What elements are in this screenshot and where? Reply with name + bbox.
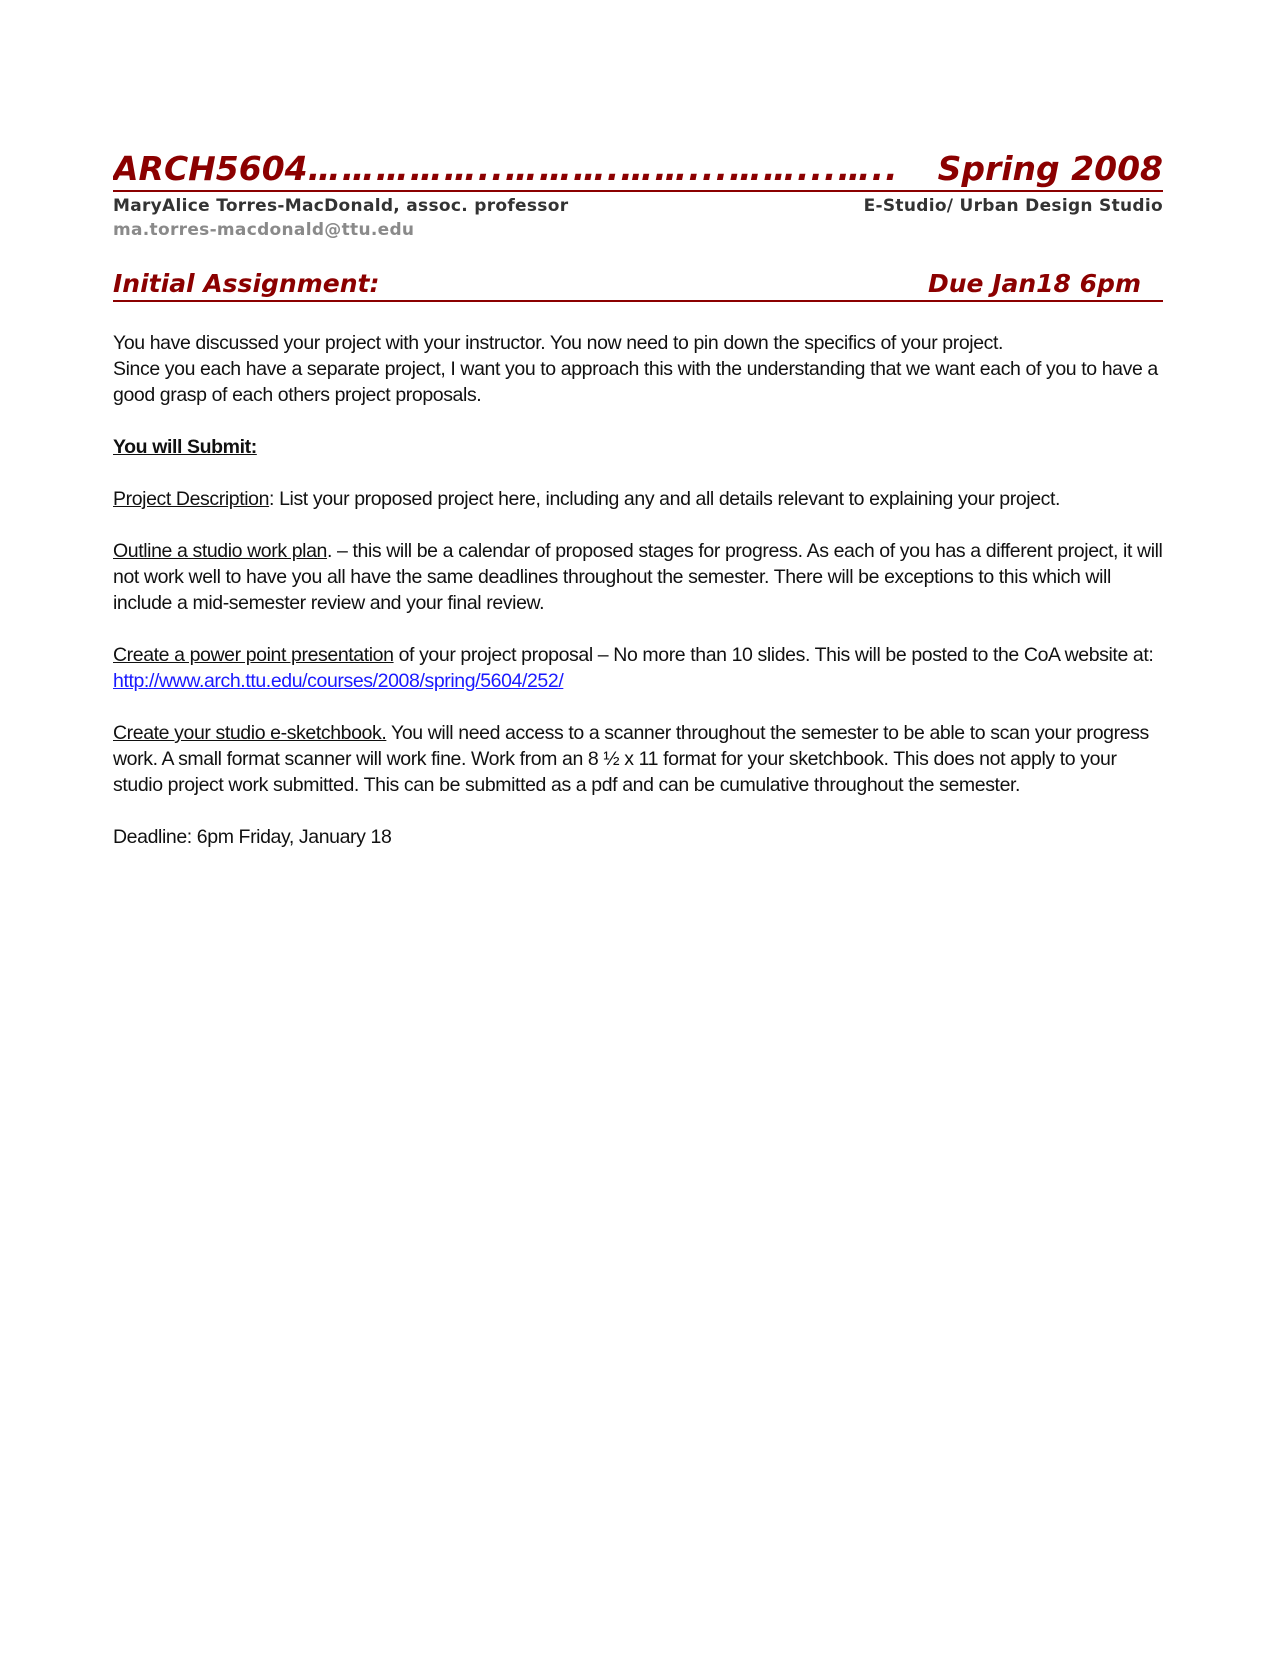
deadline: Deadline: 6pm Friday, January 18 [113,826,392,848]
document-page [113,148,1163,876]
item-work-plan-text: . – this will be a calendar of proposed stages for progress. As each of you has a different project, it will not work well to have you all have the same deadlines throughout the semester. There will be exceptions to this which will include a mid-semester review and your final review. [113,540,1163,614]
item-work-plan [113,538,1163,616]
item-presentation-label: Create a power point presentation [113,644,394,666]
instructor-name: MaryAlice Torres-MacDonald, assoc. professor [113,196,569,216]
assignment-due: Due Jan18 6pm [927,269,1141,298]
intro-paragraph [113,330,1163,408]
item-sketchbook [113,720,1163,798]
assignment-title: Initial Assignment: [113,269,380,298]
course-title [113,148,938,190]
course-code: ARCH5604 [113,149,308,188]
assignment-body [113,330,1163,850]
item-sketchbook-label: Create your studio e-sketchbook. [113,722,387,744]
item-sketchbook-text: You will need access to a scanner throughout the semester to be able to scan your progress work. A small format scanner will work fine. Work from an 8 ½ x 11 format for your sketchbook. This does not apply to your studio project work submitted. This can be submitted as a pdf and can be cumulative throughout the semester. [113,722,1149,796]
title-leader-dots: ……………..……….……...……...….. [307,149,899,188]
instructor-email: ma.torres-macdonald@ttu.edu [113,220,415,240]
item-presentation [113,642,1163,694]
coa-website-link[interactable]: http://www.arch.ttu.edu/courses/2008/spring/5604/252/ [113,670,564,692]
item-project-description-label: Project Description [113,488,270,510]
intro-line-2: Since you each have a separate project, I want you to approach this with the understanding that we want each of you to have a good grasp of each others project proposals. [113,358,1158,406]
course-title-row [113,148,1163,192]
course-term: Spring 2008 [937,149,1163,188]
submit-heading-text: You will Submit: [113,436,257,458]
item-project-description [113,486,1163,512]
assignment-heading-row [113,266,1163,302]
submit-heading [113,434,1163,460]
item-work-plan-label: Outline a studio work plan [113,540,327,562]
intro-line-1: You have discussed your project with your instructor. You now need to pin down the specifics of your project. [113,332,1004,354]
item-project-description-text: : List your proposed project here, including any and all details relevant to explaining your project. [269,488,1061,510]
instructor-row [113,196,1163,216]
studio-name: E-Studio/ Urban Design Studio [863,196,1163,216]
item-presentation-text: of your project proposal – No more than 10 slides. This will be posted to the CoA website at: [393,644,1154,666]
